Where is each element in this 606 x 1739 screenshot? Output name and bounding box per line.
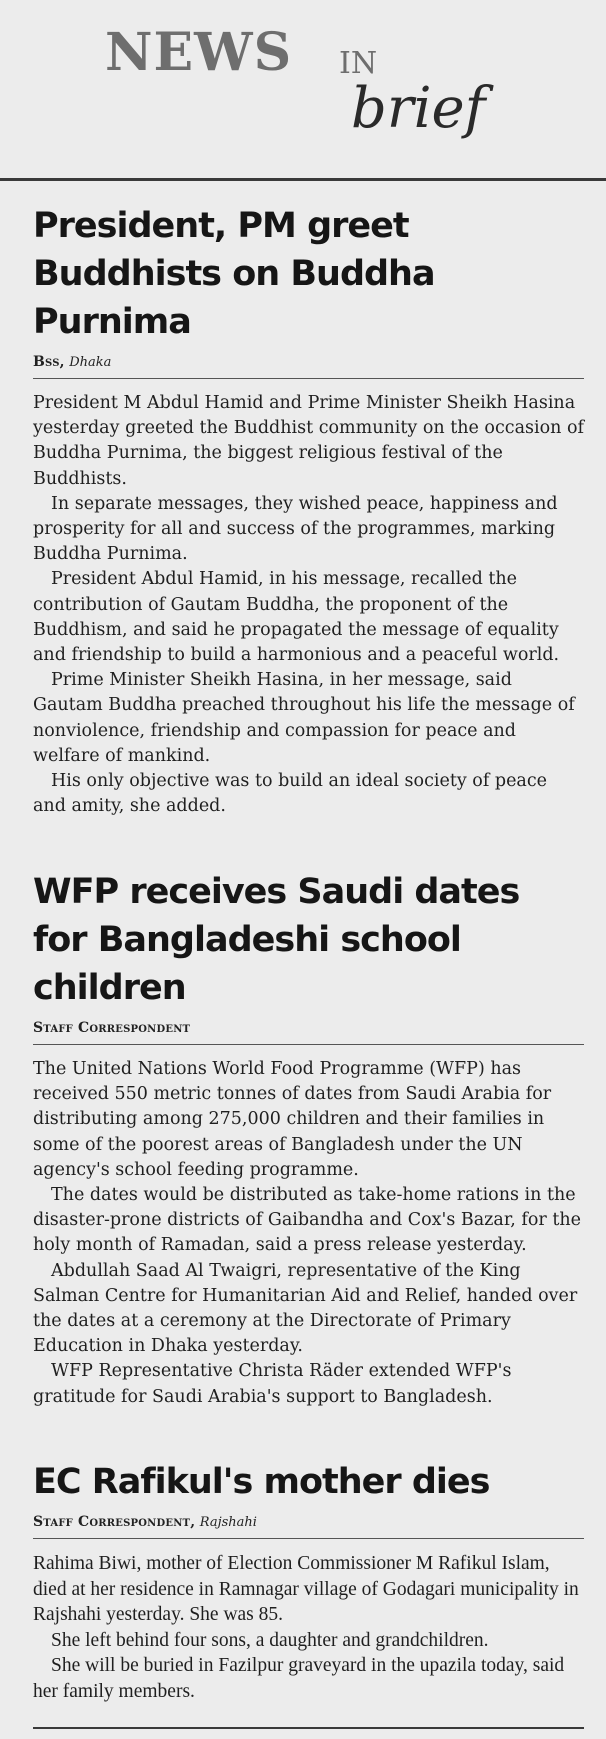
story-headline: President, PM greet Buddhists on Buddha Purnima [33, 206, 435, 342]
byline-place: Dhaka [69, 355, 112, 370]
byline-place: Rajshahi [199, 1515, 257, 1530]
story-paragraph: She left behind four sons, a daughter and grandchildren. [51, 1629, 489, 1651]
story-headline: EC Rafikul's mother dies [33, 1462, 490, 1502]
bottom-rule [33, 1727, 584, 1729]
story-paragraph: President Abdul Hamid, in his message, recalled the contribution of Gautam Buddha, the proponent of the Buddhism, and said he propagated the message of equality and friendship to build a harmonious and a peaceful world. [33, 569, 560, 666]
byline-rule [33, 1044, 584, 1045]
story-paragraph: The dates would be distributed as take-home rations in the disaster-prone districts of Gaibandha and Cox's Bazar, for the holy month of Ramadan, said a press release yesterday. [33, 1185, 582, 1256]
story-paragraph: Prime Minister Sheikh Hasina, in her message, said Gautam Buddha preached throughout his life the message of nonviolence, friendship and compassion for peace and welfare of mankind. [33, 670, 575, 766]
byline-rule [33, 378, 584, 379]
byline-rule [33, 1538, 584, 1539]
story-paragraph: The United Nations World Food Programme (WFP) has received 550 metric tonnes of dates from Saudi Arabia for distributing among 275,000 children and their families in some of the poorest areas of Bangladesh under the UN agency's school feeding programme. [33, 1059, 552, 1180]
story-buddha-purnima [33, 202, 584, 819]
story-paragraph: WFP Representative Christa Räder extended WFP's gratitude for Saudi Arabia's support to Bangladesh. [33, 1361, 512, 1407]
masthead [33, 0, 584, 172]
story-headline: WFP receives Saudi dates for Bangladeshi school children [33, 872, 520, 1008]
story-paragraph: His only objective was to build an ideal society of peace and amity, she added. [33, 771, 548, 817]
story-wfp-dates [33, 868, 584, 1410]
masthead-rule [0, 178, 606, 181]
masthead-brief: brief [351, 76, 486, 141]
masthead-in: IN [339, 46, 378, 81]
byline-agency: Staff Correspondent, [33, 1514, 196, 1530]
story-body [33, 1057, 584, 1410]
story-paragraph: Abdullah Saad Al Twaigri, representative of the King Salman Centre for Humanitarian Aid and Relief, handed over the dates at a ceremony at the Directorate of Primary Education in Dhaka yesterday. [33, 1260, 578, 1357]
byline-agency: Staff Correspondent [33, 1020, 191, 1036]
byline-agency: Bss, [33, 354, 65, 370]
story-byline [33, 1514, 584, 1530]
masthead-news: NEWS [105, 22, 293, 83]
story-paragraph: In separate messages, they wished peace, happiness and prosperity for all and success of the programmes, marking Buddha Purnima. [33, 493, 558, 565]
story-byline [33, 354, 584, 370]
story-paragraph: Rahima Biwi, mother of Election Commissioner M Rafikul Islam, died at her residence in Ramnagar village of Godagari municipality in Rajshahi yesterday. She was 85. [33, 1553, 579, 1626]
story-paragraph: She will be buried in Fazilpur graveyard in the upazila today, said her family members. [33, 1655, 565, 1702]
story-paragraph: President M Abdul Hamid and Prime Minister Sheikh Hasina yesterday greeted the Buddhist community on the occasion of Buddha Purnima, the biggest religious festival of the Buddhists. [33, 393, 584, 489]
story-body [33, 1551, 584, 1705]
story-body [33, 391, 584, 819]
story-byline [33, 1020, 584, 1036]
story-ec-rafikul [33, 1458, 584, 1705]
